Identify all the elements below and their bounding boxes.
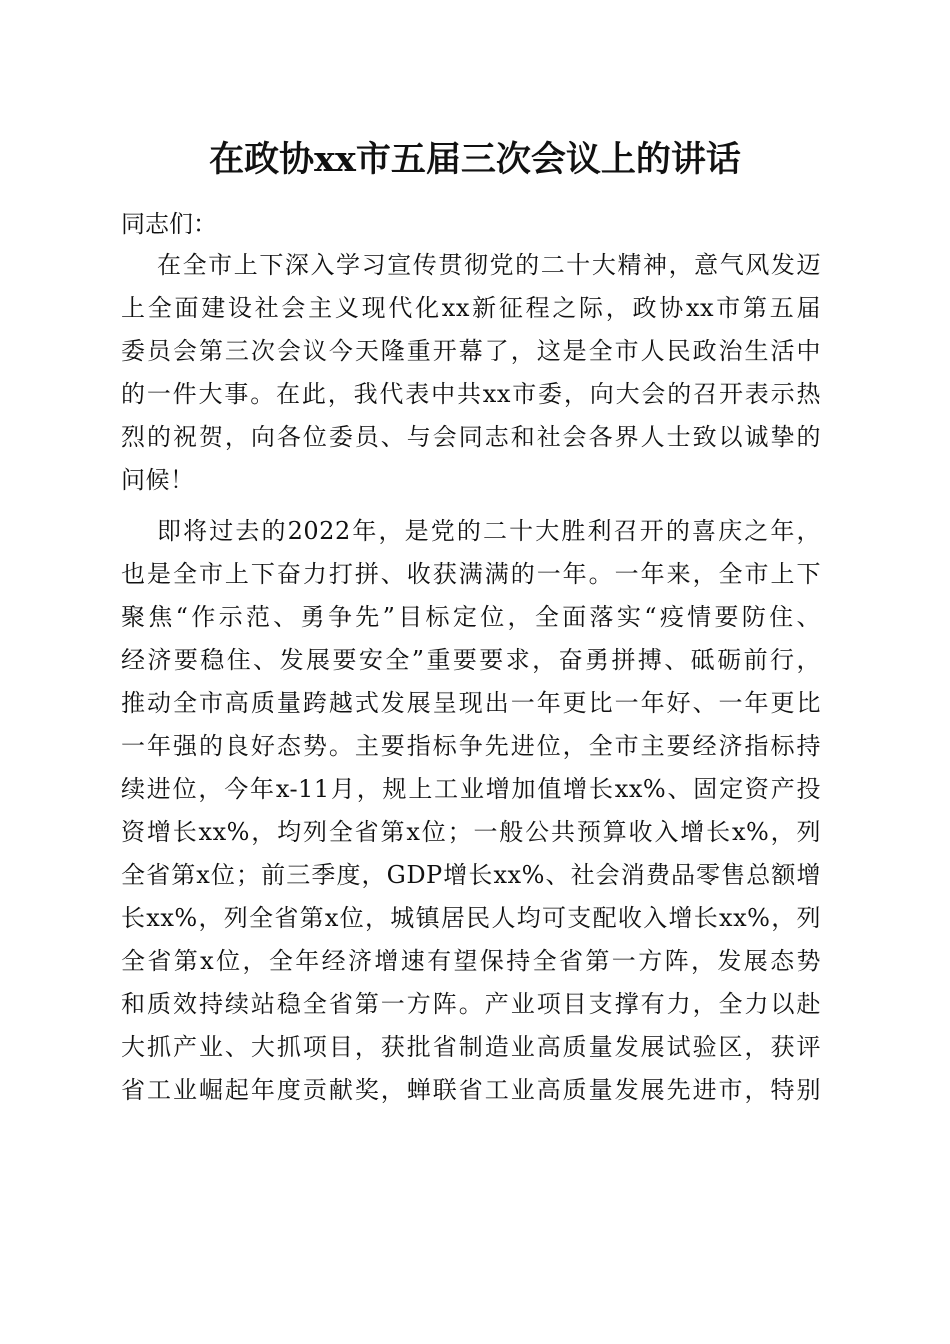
text-line: 烈的祝贺，向各位委员、与会同志和社会各界人士致以诚挚的: [121, 423, 821, 451]
text-line: 省工业崛起年度贡献奖，蝉联省工业高质量发展先进市，特别: [121, 1076, 821, 1104]
text-line: 的一件大事。在此，我代表中共xx市委，向大会的召开表示热: [121, 380, 821, 408]
text-line: 聚焦“作示范、勇争先”目标定位，全面落实“疫情要防住、: [121, 603, 821, 631]
text-line: 全省第x位，全年经济增速有望保持全省第一方阵，发展态势: [121, 947, 821, 975]
text-line: 资增长xx%，均列全省第x位；一般公共预算收入增长x%，列: [121, 818, 821, 846]
salutation: 同志们：: [121, 210, 217, 238]
text-line: 问候！: [121, 466, 195, 494]
text-line: 即将过去的2022年，是党的二十大胜利召开的喜庆之年，: [157, 517, 821, 545]
text-line: 推动全市高质量跨越式发展呈现出一年更比一年好、一年更比: [121, 689, 821, 717]
text-line: 一年强的良好态势。主要指标争先进位，全市主要经济指标持: [121, 732, 821, 760]
text-line: 在全市上下深入学习宣传贯彻党的二十大精神，意气风发迈: [157, 251, 821, 279]
text-line: 全省第x位；前三季度，GDP增长xx%、社会消费品零售总额增: [121, 861, 821, 889]
text-line: 大抓产业、大抓项目，获批省制造业高质量发展试验区，获评: [121, 1033, 821, 1061]
document-body: [121, 200, 821, 1112]
text-line: 和质效持续站稳全省第一方阵。产业项目支撑有力，全力以赴: [121, 990, 821, 1018]
text-line: 续进位，今年x-11月，规上工业增加值增长xx%、固定资产投: [121, 775, 821, 803]
text-line: 上全面建设社会主义现代化xx新征程之际，政协xx市第五届: [121, 294, 821, 322]
text-line: 经济要稳住、发展要安全”重要要求，奋勇拼搏、砥砺前行，: [121, 646, 821, 674]
paragraph-2: [121, 510, 821, 1112]
text-line: 委员会第三次会议今天隆重开幕了，这是全市人民政治生活中: [121, 337, 821, 365]
text-line: 长xx%，列全省第x位，城镇居民人均可支配收入增长xx%，列: [121, 904, 821, 932]
text-line: 也是全市上下奋力打拼、收获满满的一年。一年来，全市上下: [121, 560, 821, 588]
paragraph-1: [121, 244, 821, 502]
document-title: 在政协xx市五届三次会议上的讲话: [209, 139, 741, 180]
